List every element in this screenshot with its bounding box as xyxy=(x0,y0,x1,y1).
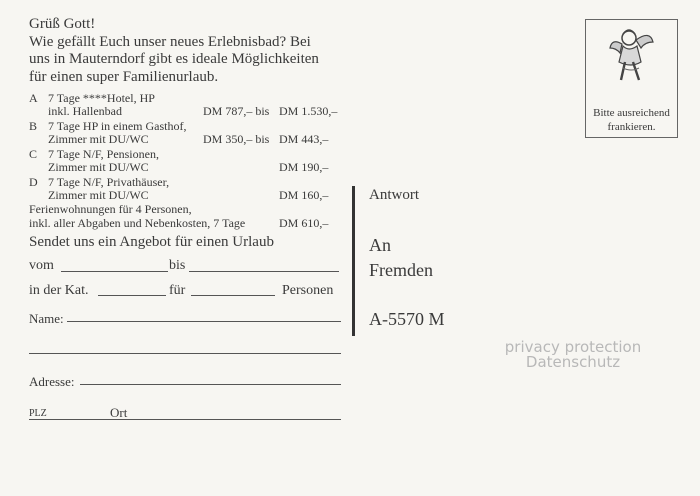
recipient-name: Fremden xyxy=(369,260,433,280)
offer-letter: D xyxy=(29,175,38,189)
postage-note xyxy=(586,106,677,134)
to-label: bis xyxy=(169,258,186,273)
name-field[interactable] xyxy=(67,321,341,322)
offer-desc: inkl. aller Abgaben und Nebenkosten, 7 Tage xyxy=(29,216,246,230)
offer-letter: A xyxy=(29,91,38,105)
address-label: Adresse: xyxy=(29,374,75,389)
offer-desc: 7 Tage N/F, Pensionen, xyxy=(48,147,159,161)
offer-desc: Zimmer mit DU/WC xyxy=(48,160,149,174)
offer-desc: Zimmer mit DU/WC xyxy=(48,132,149,146)
offer-price-from: DM 787,– bis xyxy=(203,104,270,118)
recipient-postcode: A-5570 M xyxy=(369,309,445,329)
offer-price-from: DM 350,– bis xyxy=(203,132,270,146)
greeting-line: Wie gefällt Euch unser neues Erlebnisbad? Bei xyxy=(29,33,311,50)
persons-field[interactable] xyxy=(191,295,275,296)
reply-label: Antwort xyxy=(369,187,419,203)
privacy-watermark xyxy=(498,340,648,370)
offer-desc: 7 Tage HP in einem Gasthof, xyxy=(48,119,187,133)
category-label: in der Kat. xyxy=(29,283,89,298)
offer-letter: C xyxy=(29,147,38,161)
request-heading: Sendet uns ein Angebot für einen Urlaub xyxy=(29,234,274,250)
offer-price-to: DM 1.530,– xyxy=(279,104,338,118)
greeting-text xyxy=(29,16,319,86)
cherub-icon xyxy=(609,26,655,86)
offer-letter: B xyxy=(29,119,38,133)
to-date-field[interactable] xyxy=(189,271,339,272)
address-field[interactable] xyxy=(80,384,341,385)
for-label: für xyxy=(169,283,186,298)
offer-desc: Ferienwohnungen für 4 Personen, xyxy=(29,202,192,216)
postcode-city-field[interactable] xyxy=(29,419,341,420)
from-date-field[interactable] xyxy=(61,271,168,272)
offer-desc: inkl. Hallenbad xyxy=(48,104,122,118)
greeting-line: uns in Mauterndorf gibt es ideale Möglichkeiten xyxy=(29,51,319,67)
from-label: vom xyxy=(29,258,54,273)
greeting-line: Grüß Gott! xyxy=(29,16,96,32)
category-field[interactable] xyxy=(98,295,166,296)
name-label: Name: xyxy=(29,311,64,326)
postage-note-line: Bitte ausreichend xyxy=(593,107,670,119)
city-label: Ort xyxy=(110,405,128,420)
greeting-line: für einen super Familienurlaub. xyxy=(29,68,219,85)
offer-price-to: DM 443,– xyxy=(279,132,329,146)
persons-label: Personen xyxy=(282,283,334,298)
offer-desc: 7 Tage ****Hotel, HP xyxy=(48,91,155,105)
watermark-line: privacy protection xyxy=(504,338,642,356)
offer-price-to: DM 610,– xyxy=(279,216,329,230)
offer-price-to: DM 190,– xyxy=(279,160,329,174)
postage-note-line: frankieren. xyxy=(607,121,656,133)
offer-desc: Zimmer mit DU/WC xyxy=(48,188,149,202)
postcode-label: PLZ xyxy=(29,408,47,419)
offer-price-to: DM 160,– xyxy=(279,188,329,202)
card-divider xyxy=(352,186,355,336)
offer-desc: 7 Tage N/F, Privathäuser, xyxy=(48,175,170,189)
recipient-to: An xyxy=(369,235,391,255)
watermark-line: Datenschutz xyxy=(525,353,621,371)
stamp-box xyxy=(585,19,678,138)
name-field-extra[interactable] xyxy=(29,353,341,354)
